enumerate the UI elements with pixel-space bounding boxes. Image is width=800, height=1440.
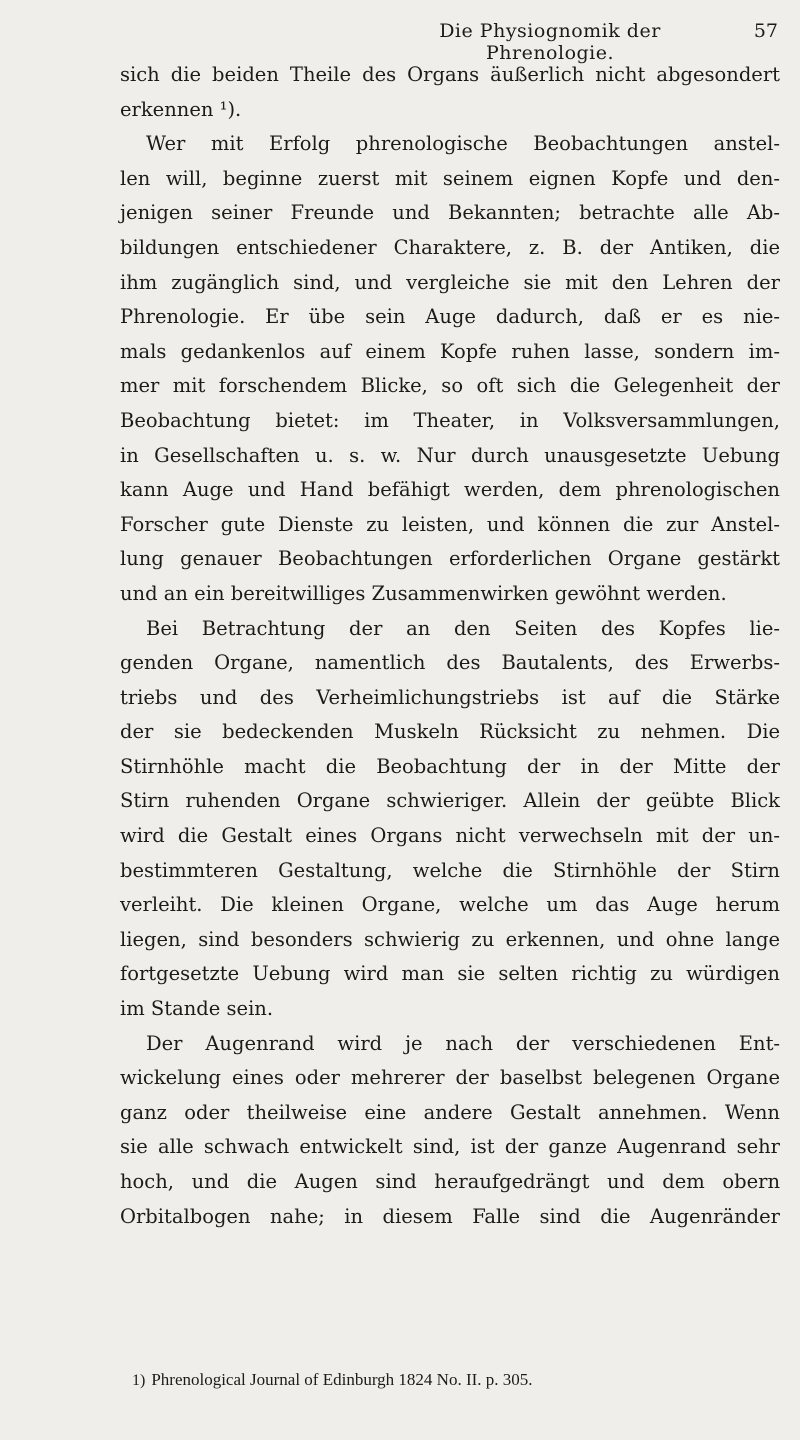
text-line: triebs und des Verheimlichungstriebs ist auf die Stärke [120,685,780,709]
text-line: bestimmteren Gestaltung, welche die Stirnhöhle der Stirn [120,858,780,882]
text-line: und an ein bereitwilliges Zusammenwirken gewöhnt werden. [120,581,727,605]
text-line: kann Auge und Hand befähigt werden, dem phrenologischen [120,478,780,502]
page-number: 57 [753,20,778,42]
text-line: ganz oder theilweise eine andere Gestalt annehmen. Wenn [120,1100,780,1124]
text-line: wird die Gestalt eines Organs nicht verwechseln mit der un- [120,824,780,848]
text-line: Forscher gute Dienste zu leisten, und können die zur Anstel- [120,512,780,536]
text-line: in Gesellschaften u. s. w. Nur durch unausgesetzte Uebung [120,443,780,467]
text-line: genden Organe, namentlich des Bautalents, des Erwerbs- [120,651,780,675]
text-line: jenigen seiner Freunde und Bekannten; betrachte alle Ab- [120,201,780,225]
text-line: ihm zugänglich sind, und vergleiche sie mit den Lehren der [120,270,780,294]
text-line: hoch, und die Augen sind heraufgedrängt und dem obern [120,1170,780,1193]
text-line: Wer mit Erfolg phrenologische Beobachtungen anstel- [146,132,780,156]
footnote-text: Phrenological Journal of Edinburgh 1824 No. II. p. 305. [151,1370,533,1389]
text-line: len will, beginne zuerst mit seinem eignen Kopfe und den- [120,166,780,190]
body-text [120,58,780,1234]
text-line: Stirnhöhle macht die Beobachtung der in der Mitte der [120,754,780,778]
text-line: mals gedankenlos auf einem Kopfe ruhen lasse, sondern im- [120,339,780,363]
text-line: sie alle schwach entwickelt sind, ist der ganze Augenrand sehr [120,1135,780,1159]
text-line: Orbitalbogen nahe; in diesem Falle sind die Augenränder [120,1204,780,1228]
running-head: Die Physiognomik der Phrenologie. [439,20,661,64]
footnote [132,1370,782,1390]
text-line: erkennen ¹). [120,97,242,121]
text-line: mer mit forschendem Blicke, so oft sich die Gelegenheit der [120,374,780,398]
text-line: fortgesetzte Uebung wird man sie selten richtig zu würdigen [120,962,780,986]
text-line: Bei Betrachtung der an den Seiten des Kopfes lie- [146,616,780,640]
text-line: der sie bedeckenden Muskeln Rücksicht zu nehmen. Die [120,720,780,744]
text-line: lung genauer Beobachtungen erforderlichen Organe gestärkt [120,547,780,571]
text-line: Der Augenrand wird je nach der verschiedenen Ent- [146,1031,780,1055]
text-line: Phrenologie. Er übe sein Auge dadurch, daß er es nie- [120,305,780,329]
text-line: sich die beiden Theile des Organs äußerlich nicht abgesondert [120,63,780,86]
text-line: wickelung eines oder mehrerer der baselbst belegenen Organe [120,1066,780,1090]
text-line: im Stande sein. [120,997,274,1021]
text-line: Stirn ruhenden Organe schwieriger. Allein der geübte Blick [120,789,780,813]
text-line: bildungen entschiedener Charaktere, z. B. der Antiken, die [120,235,780,259]
footnote-marker: 1) [132,1372,146,1389]
text-line: liegen, sind besonders schwierig zu erkennen, und ohne lange [120,927,780,951]
text-line: Beobachtung bietet: im Theater, in Volksversammlungen, [120,408,780,432]
text-line: verleiht. Die kleinen Organe, welche um das Auge herum [120,893,780,917]
